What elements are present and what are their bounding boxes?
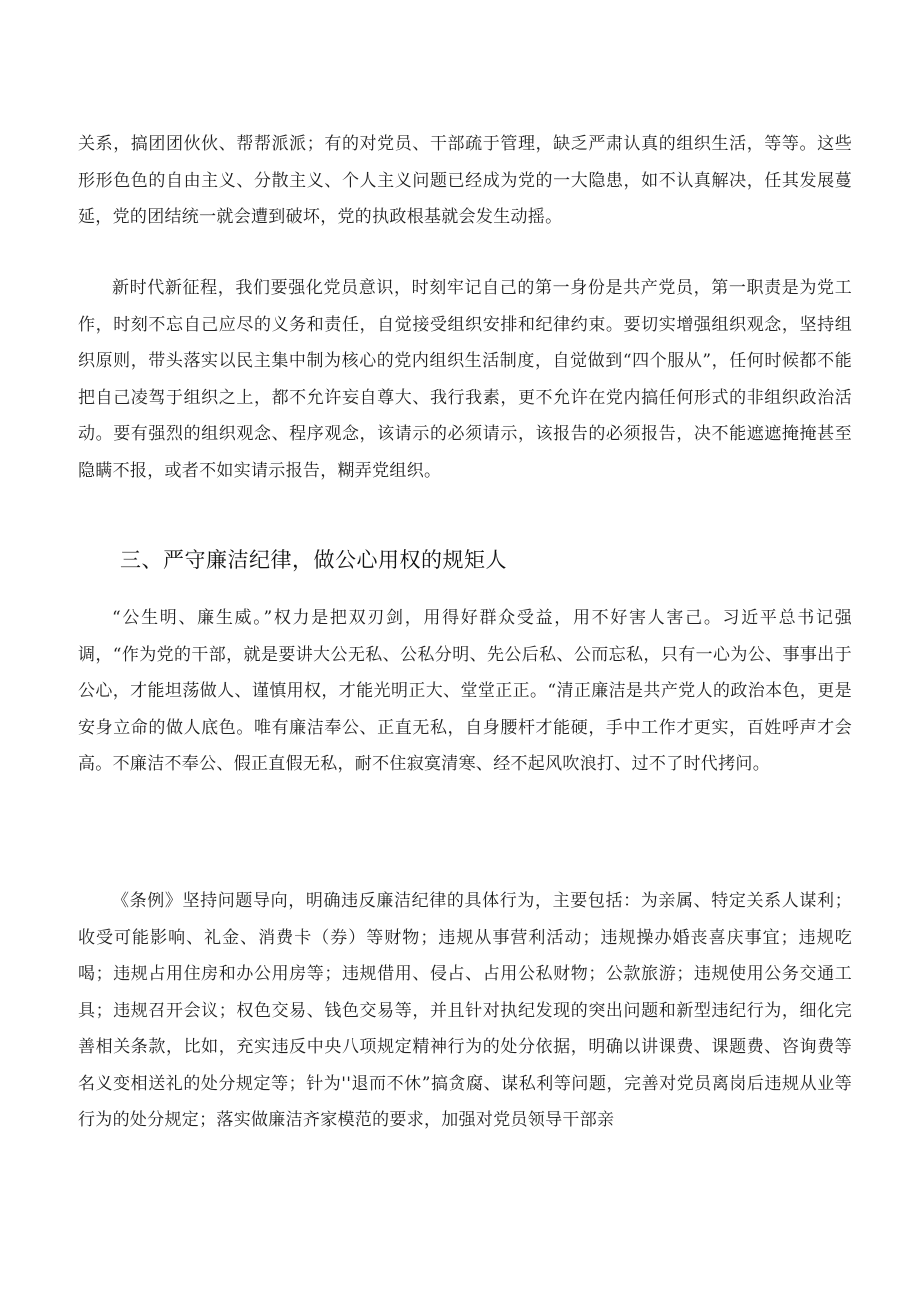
paragraph-organizational-issues: 关系，搞团团伙伙、帮帮派派；有的对党员、干部疏于管理，缺乏严肃认真的组织生活，等等。这些形形色色的自由主义、分散主义、个人主义问题已经成为党的一大隐患，如不认真解决，任其发展蔓延，党的团结统一就会遭到破坏，党的执政根基就会发生动摇。 [78, 134, 852, 227]
paragraph-party-member-awareness: 新时代新征程，我们要强化党员意识，时刻牢记自己的第一身份是共产党员，第一职责是为党工作，时刻不忘自己应尽的义务和责任，自觉接受组织安排和纪律约束。要切实增强组织观念，坚持组织原则，带头落实以民主集中制为核心的党内组织生活制度，自觉做到“四个服从”，任何时候都不能把自己凌驾于组织之上，都不允许妄自尊大、我行我素，更不允许在党内搞任何形式的非组织政治活动。要有强烈的组织观念、程序观念，该请示的必须请示，该报告的必须报告，决不能遮遮掩掩甚至隐瞒不报，或者不如实请示报告，糊弄党组织。 [78, 278, 852, 481]
paragraph-regulations-behaviors: 《条例》坚持问题导向，明确违反廉洁纪律的具体行为，主要包括：为亲属、特定关系人谋利；收受可能影响、礼金、消费卡（券）等财物；违规从事营利活动；违规操办婚丧喜庆事宜；违规吃喝；违规占用住房和办公用房等；违规借用、侵占、占用公私财物；公款旅游；违规使用公务交通工具；违规召开会议；权色交易、钱色交易等，并且针对执纪发现的突出问题和新型违纪行为，细化完善相关条款，比如，充实违反中央八项规定精神行为的处分依据，明确以讲课费、课题费、咨询费等名义变相送礼的处分规定等；针为''退而不休”搞贪腐、谋私利等问题，完善对党员离岗后违规从业等行为的处分规定；落实做廉洁齐家模范的要求，加强对党员领导干部亲 [78, 891, 852, 1130]
paragraph-integrity-power: “公生明、廉生威。”权力是把双刃剑，用得好群众受益，用不好害人害己。习近平总书记强调，“作为党的干部，就是要讲大公无私、公私分明、先公后私、公而忘私，只有一心为公、事事出于公心，才能坦荡做人、谨慎用权，才能光明正大、堂堂正正。“清正廉洁是共产党人的政治本色，更是安身立命的做人底色。唯有廉洁奉公、正直无私，自身腰杆才能硬，手中工作才更实，百姓呼声才会高。不廉洁不奉公、假正直假无私，耐不住寂寞清寒、经不起风吹浪打、过不了时代拷问。 [78, 608, 852, 774]
section-heading: 三、严守廉洁纪律，做公心用权的规矩人 [120, 548, 507, 572]
